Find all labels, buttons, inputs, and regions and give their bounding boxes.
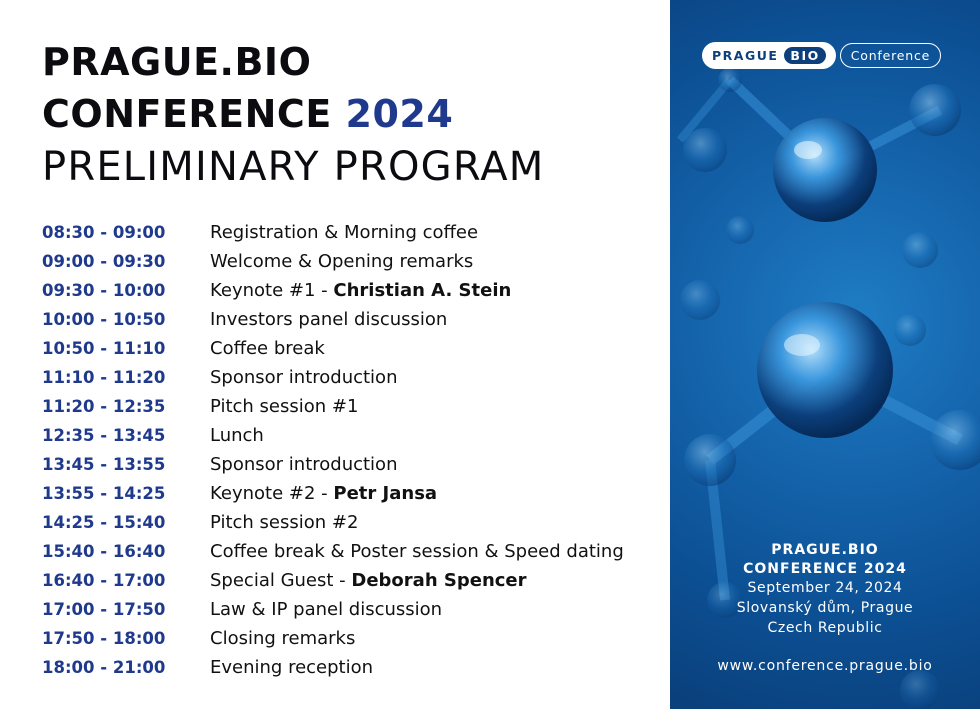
schedule-time: 11:20 - 12:35 (42, 397, 166, 416)
schedule-event-title: Keynote #2 - (210, 483, 334, 504)
website-link[interactable]: www.conference.prague.bio (717, 658, 933, 674)
schedule-row (42, 363, 662, 392)
schedule-event-title: Evening reception (210, 657, 374, 678)
schedule-row (42, 537, 662, 566)
schedule-row (42, 624, 662, 653)
schedule-row (42, 392, 662, 421)
schedule-event (210, 309, 447, 330)
schedule-row (42, 305, 662, 334)
schedule-event-title: Registration & Morning coffee (210, 222, 479, 243)
schedule-event (210, 338, 325, 359)
schedule-event-title: Lunch (210, 425, 264, 446)
schedule-time: 10:00 - 10:50 (42, 310, 166, 329)
schedule-row (42, 247, 662, 276)
schedule-row (42, 479, 662, 508)
schedule-event-title: Keynote #1 - (210, 280, 334, 301)
schedule-time: 17:50 - 18:00 (42, 629, 166, 648)
schedule-event-title: Law & IP panel discussion (210, 599, 443, 620)
info-name-line1: PRAGUE.BIO (771, 542, 879, 558)
schedule-time: 18:00 - 21:00 (42, 658, 166, 677)
schedule-event-title: Coffee break (210, 338, 325, 359)
poster-panel (670, 0, 980, 709)
info-name-line2: CONFERENCE 2024 (743, 561, 907, 577)
schedule-speaker: Christian A. Stein (333, 280, 512, 301)
logo-word-bio: BIO (784, 47, 825, 64)
schedule-row (42, 421, 662, 450)
title-conference: CONFERENCE (42, 92, 332, 136)
schedule-time: 14:25 - 15:40 (42, 513, 166, 532)
schedule-event (210, 483, 437, 504)
title-line-1: PRAGUE.BIO (42, 40, 312, 84)
schedule-event-title: Investors panel discussion (210, 309, 448, 330)
info-date: September 24, 2024 (747, 580, 903, 596)
schedule-time: 16:40 - 17:00 (42, 571, 166, 590)
schedule-event (210, 454, 397, 475)
schedule-time: 09:30 - 10:00 (42, 281, 166, 300)
schedule-event (210, 541, 624, 562)
schedule-event (210, 251, 473, 272)
schedule-list (42, 218, 662, 682)
schedule-event-title: Closing remarks (210, 628, 356, 649)
schedule-time: 17:00 - 17:50 (42, 600, 166, 619)
schedule-time: 12:35 - 13:45 (42, 426, 166, 445)
logo-badge-conference: Conference (840, 43, 941, 68)
schedule-row (42, 334, 662, 363)
schedule-speaker: Petr Jansa (333, 483, 438, 504)
schedule-event (210, 425, 264, 446)
schedule-row (42, 450, 662, 479)
schedule-time: 13:55 - 14:25 (42, 484, 166, 503)
schedule-event-title: Pitch session #1 (210, 396, 359, 417)
logo-word-prague: PRAGUE (712, 48, 779, 63)
schedule-event (210, 628, 355, 649)
schedule-event (210, 367, 397, 388)
conference-logo (702, 42, 941, 69)
schedule-event-title: Sponsor introduction (210, 454, 398, 475)
title-line-3: PRELIMINARY PROGRAM (42, 144, 545, 190)
schedule-speaker: Deborah Spencer (351, 570, 527, 591)
schedule-event (210, 657, 373, 678)
logo-pill (702, 42, 836, 69)
schedule-event (210, 396, 358, 417)
schedule-event-title: Special Guest - (210, 570, 352, 591)
schedule-time: 13:45 - 13:55 (42, 455, 166, 474)
info-venue: Slovanský dům, Prague (736, 600, 914, 616)
title-line-2 (42, 92, 453, 136)
schedule-row (42, 276, 662, 305)
info-country: Czech Republic (767, 620, 883, 636)
schedule-row (42, 566, 662, 595)
schedule-row (42, 595, 662, 624)
schedule-event (210, 570, 527, 591)
schedule-row (42, 218, 662, 247)
schedule-event-title: Welcome & Opening remarks (210, 251, 474, 272)
schedule-time: 11:10 - 11:20 (42, 368, 166, 387)
schedule-event (210, 222, 478, 243)
schedule-event-title: Coffee break & Poster session & Speed dating (210, 541, 624, 562)
schedule-event (210, 599, 442, 620)
schedule-event (210, 280, 511, 301)
schedule-event (210, 512, 358, 533)
schedule-row (42, 508, 662, 537)
schedule-time: 10:50 - 11:10 (42, 339, 166, 358)
schedule-time: 08:30 - 09:00 (42, 223, 166, 242)
title-year: 2024 (345, 92, 454, 136)
schedule-event-title: Pitch session #2 (210, 512, 359, 533)
schedule-time: 09:00 - 09:30 (42, 252, 166, 271)
schedule-row (42, 653, 662, 682)
schedule-event-title: Sponsor introduction (210, 367, 398, 388)
schedule-time: 15:40 - 16:40 (42, 542, 166, 561)
